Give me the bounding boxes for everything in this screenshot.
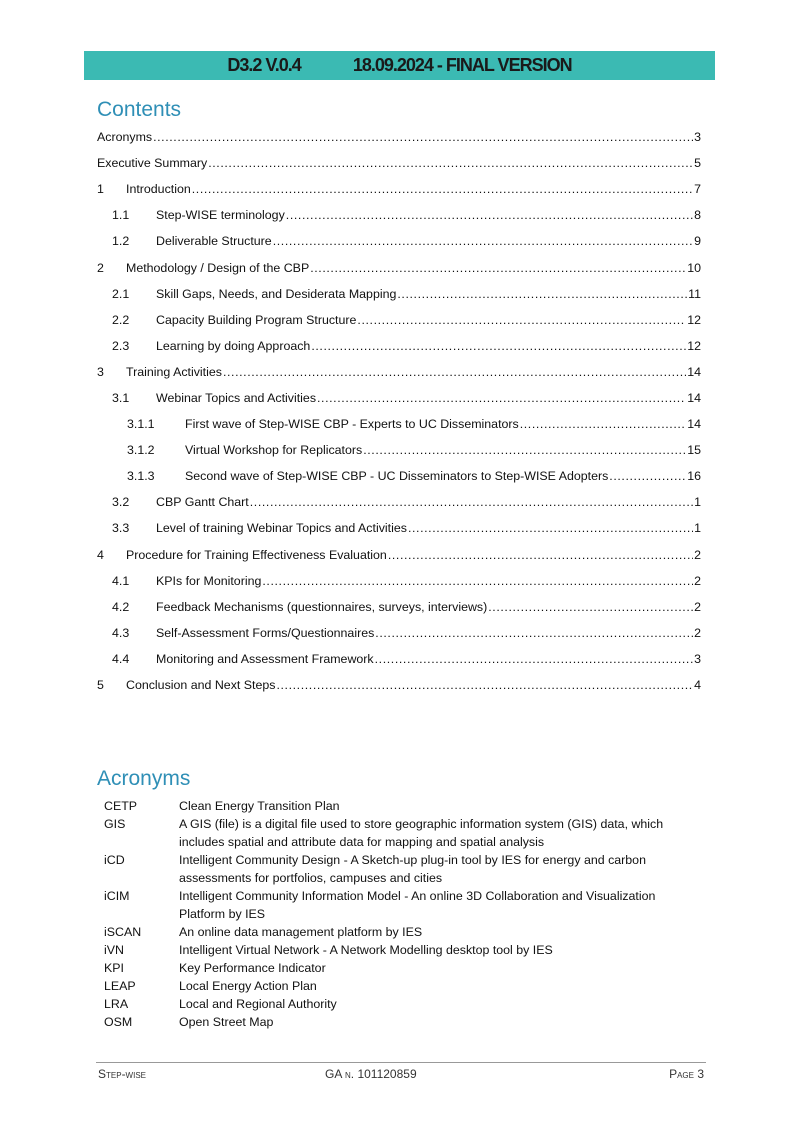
toc-entry-title: Procedure for Training Effectiveness Evaluation bbox=[126, 547, 387, 562]
toc-entry-title: Second wave of Step-WISE CBP - UC Disseminators to Step-WISE Adopters bbox=[185, 469, 609, 484]
toc-leader-dots bbox=[317, 391, 686, 405]
toc-entry-number: 3.1.1 bbox=[127, 417, 155, 432]
toc-entry-title: First wave of Step-WISE CBP - Experts to UC Disseminators bbox=[185, 417, 519, 432]
toc-entry-title: Executive Summary bbox=[97, 156, 208, 171]
footer-project: Step-wise bbox=[98, 1067, 147, 1081]
toc-entry-number: 2.1 bbox=[112, 286, 130, 301]
toc-entry[interactable] bbox=[97, 333, 701, 359]
acronym-row bbox=[104, 977, 704, 995]
acronym-row bbox=[104, 923, 704, 941]
toc-entry-page: 3 bbox=[694, 651, 701, 666]
toc-entry[interactable] bbox=[97, 228, 701, 254]
toc-leader-dots bbox=[357, 313, 686, 327]
acronym-row bbox=[104, 815, 704, 851]
acronym-definition: Intelligent Community Design - A Sketch-up plug-in tool by IES for energy and carbon assessments for portfolios, campuses and cities bbox=[179, 853, 646, 885]
toc-entry-title: Monitoring and Assessment Framework bbox=[156, 651, 374, 666]
toc-entry[interactable] bbox=[97, 307, 701, 333]
toc-entry-title: Step-WISE terminology bbox=[156, 208, 285, 223]
toc-entry[interactable] bbox=[97, 254, 701, 280]
doc-date-version: 18.09.2024 - FINAL VERSION bbox=[352, 55, 572, 75]
toc-entry-page: 1 bbox=[694, 521, 701, 536]
toc-entry-title: Introduction bbox=[126, 182, 191, 197]
toc-leader-dots bbox=[250, 495, 693, 509]
acronym-definition: Local Energy Action Plan bbox=[179, 979, 317, 993]
acronym-row bbox=[104, 959, 704, 977]
footer-divider bbox=[96, 1062, 706, 1063]
toc-leader-dots bbox=[375, 652, 693, 666]
toc-entry-number: 1.2 bbox=[112, 234, 130, 249]
toc-entry-page: 4 bbox=[694, 678, 701, 693]
table-of-contents bbox=[97, 124, 701, 698]
toc-entry[interactable] bbox=[97, 489, 701, 515]
toc-entry-title: Virtual Workshop for Replicators bbox=[185, 443, 363, 458]
toc-entry-number: 3 bbox=[97, 364, 104, 379]
toc-entry-page: 12 bbox=[687, 338, 701, 353]
toc-leader-dots bbox=[520, 417, 686, 431]
toc-entry-page: 2 bbox=[694, 573, 701, 588]
toc-entry-page: 14 bbox=[687, 364, 701, 379]
toc-entry-page: 2 bbox=[694, 599, 701, 614]
acronym-row bbox=[104, 887, 704, 923]
toc-entry-page: 2 bbox=[694, 547, 701, 562]
toc-entry[interactable] bbox=[97, 176, 701, 202]
acronym-definition: An online data management platform by IES bbox=[179, 925, 423, 939]
toc-entry-number: 4.4 bbox=[112, 651, 130, 666]
toc-entry-number: 3.3 bbox=[112, 521, 130, 536]
contents-heading: Contents bbox=[97, 98, 182, 121]
acronym-definition: Intelligent Virtual Network - A Network Modelling desktop tool by IES bbox=[179, 943, 553, 957]
acronym-definition: Open Street Map bbox=[179, 1015, 274, 1029]
acronym-abbr: iCIM bbox=[104, 889, 130, 903]
toc-entry-page: 2 bbox=[694, 625, 701, 640]
toc-entry-number: 1.1 bbox=[112, 208, 130, 223]
toc-entry-page: 7 bbox=[694, 182, 701, 197]
toc-leader-dots bbox=[363, 443, 686, 457]
toc-entry-title: Conclusion and Next Steps bbox=[126, 678, 276, 693]
toc-leader-dots bbox=[276, 678, 693, 692]
acronym-abbr: GIS bbox=[104, 817, 126, 831]
toc-leader-dots bbox=[375, 626, 693, 640]
toc-entry-title: Webinar Topics and Activities bbox=[156, 390, 317, 405]
toc-entry-page: 12 bbox=[687, 312, 701, 327]
acronym-abbr: iVN bbox=[104, 943, 124, 957]
toc-entry[interactable] bbox=[97, 620, 701, 646]
toc-entry-number: 3.1.3 bbox=[127, 469, 155, 484]
toc-entry-number: 2.2 bbox=[112, 312, 130, 327]
toc-leader-dots bbox=[273, 234, 693, 248]
toc-entry[interactable] bbox=[97, 463, 701, 489]
toc-entry[interactable] bbox=[97, 515, 701, 541]
toc-entry-title: Capacity Building Program Structure bbox=[156, 312, 357, 327]
acronym-row bbox=[104, 1013, 704, 1031]
toc-entry[interactable] bbox=[97, 359, 701, 385]
toc-entry-page: 3 bbox=[694, 130, 701, 145]
toc-entry[interactable] bbox=[97, 124, 701, 150]
toc-entry[interactable] bbox=[97, 542, 701, 568]
footer-grant: GA n. 101120859 bbox=[325, 1067, 417, 1081]
toc-entry[interactable] bbox=[97, 385, 701, 411]
acronym-definition: Intelligent Community Information Model - An online 3D Collaboration and Visualization Platform by IES bbox=[179, 889, 656, 921]
acronym-definition: Key Performance Indicator bbox=[179, 961, 326, 975]
toc-leader-dots bbox=[388, 548, 693, 562]
toc-entry-number: 2 bbox=[97, 260, 104, 275]
doc-id: D3.2 V.0.4 bbox=[227, 55, 301, 75]
acronym-abbr: KPI bbox=[104, 961, 124, 975]
toc-entry-number: 3.1 bbox=[112, 390, 130, 405]
toc-entry-title: Methodology / Design of the CBP bbox=[126, 260, 310, 275]
toc-entry-number: 5 bbox=[97, 678, 104, 693]
toc-entry[interactable] bbox=[97, 672, 701, 698]
toc-entry-number: 4.2 bbox=[112, 599, 130, 614]
toc-entry-title: Self-Assessment Forms/Questionnaires bbox=[156, 625, 375, 640]
toc-entry[interactable] bbox=[97, 437, 701, 463]
toc-entry-number: 4 bbox=[97, 547, 104, 562]
toc-entry-number: 3.1.2 bbox=[127, 443, 155, 458]
toc-entry[interactable] bbox=[97, 594, 701, 620]
toc-entry-number: 4.3 bbox=[112, 625, 130, 640]
toc-entry-title: CBP Gantt Chart bbox=[156, 495, 249, 510]
acronym-row bbox=[104, 851, 704, 887]
toc-entry[interactable] bbox=[97, 202, 701, 228]
toc-entry-title: Skill Gaps, Needs, and Desiderata Mapping bbox=[156, 286, 397, 301]
toc-entry-page: 16 bbox=[687, 469, 701, 484]
toc-entry-title: KPIs for Monitoring bbox=[156, 573, 262, 588]
toc-entry-number: 3.2 bbox=[112, 495, 130, 510]
acronym-abbr: iSCAN bbox=[104, 925, 142, 939]
toc-leader-dots bbox=[192, 182, 693, 196]
footer-page: Page 3 bbox=[669, 1067, 704, 1081]
acronym-row bbox=[104, 797, 704, 815]
toc-entry-page: 1 bbox=[694, 495, 701, 510]
toc-leader-dots bbox=[310, 261, 686, 275]
toc-leader-dots bbox=[609, 469, 686, 483]
acronyms-heading: Acronyms bbox=[97, 767, 191, 790]
toc-entry-page: 14 bbox=[687, 390, 701, 405]
toc-entry-page: 10 bbox=[687, 260, 701, 275]
acronym-row bbox=[104, 995, 704, 1013]
toc-entry-title: Deliverable Structure bbox=[156, 234, 272, 249]
acronym-definition: Local and Regional Authority bbox=[179, 997, 337, 1011]
toc-entry[interactable] bbox=[97, 281, 701, 307]
toc-entry-page: 8 bbox=[694, 208, 701, 223]
acronym-abbr: iCD bbox=[104, 853, 125, 867]
acronym-definition: A GIS (file) is a digital file used to store geographic information system (GIS) data, which includes spatial and attribute data for mapping and spatial analysis bbox=[179, 817, 664, 849]
acronym-abbr: LEAP bbox=[104, 979, 136, 993]
toc-leader-dots bbox=[488, 600, 693, 614]
toc-entry[interactable] bbox=[97, 568, 701, 594]
toc-entry[interactable] bbox=[97, 646, 701, 672]
toc-entry-title: Level of training Webinar Topics and Activities bbox=[156, 521, 407, 536]
acronym-definition: Clean Energy Transition Plan bbox=[179, 799, 340, 813]
toc-entry-number: 1 bbox=[97, 182, 104, 197]
toc-entry-page: 11 bbox=[688, 286, 701, 301]
toc-entry[interactable] bbox=[97, 411, 701, 437]
toc-leader-dots bbox=[397, 287, 687, 301]
toc-entry-page: 14 bbox=[687, 417, 701, 432]
toc-entry-title: Feedback Mechanisms (questionnaires, surveys, interviews) bbox=[156, 599, 488, 614]
acronym-abbr: LRA bbox=[104, 997, 129, 1011]
document-header-bar bbox=[84, 51, 715, 80]
toc-entry-page: 5 bbox=[694, 156, 701, 171]
toc-entry[interactable] bbox=[97, 150, 701, 176]
toc-leader-dots bbox=[311, 339, 686, 353]
toc-entry-page: 9 bbox=[694, 234, 701, 249]
toc-leader-dots bbox=[153, 130, 693, 144]
toc-entry-number: 4.1 bbox=[112, 573, 130, 588]
toc-entry-page: 15 bbox=[687, 443, 701, 458]
toc-entry-title: Learning by doing Approach bbox=[156, 338, 311, 353]
toc-leader-dots bbox=[286, 208, 693, 222]
toc-leader-dots bbox=[408, 521, 693, 535]
toc-entry-title: Acronyms bbox=[97, 130, 153, 145]
toc-leader-dots bbox=[262, 574, 693, 588]
toc-leader-dots bbox=[208, 156, 693, 170]
acronym-row bbox=[104, 941, 704, 959]
acronym-abbr: CETP bbox=[104, 799, 138, 813]
toc-entry-title: Training Activities bbox=[126, 364, 222, 379]
toc-leader-dots bbox=[223, 365, 686, 379]
toc-entry-number: 2.3 bbox=[112, 338, 130, 353]
acronym-abbr: OSM bbox=[104, 1015, 133, 1029]
acronyms-list bbox=[104, 797, 704, 1031]
